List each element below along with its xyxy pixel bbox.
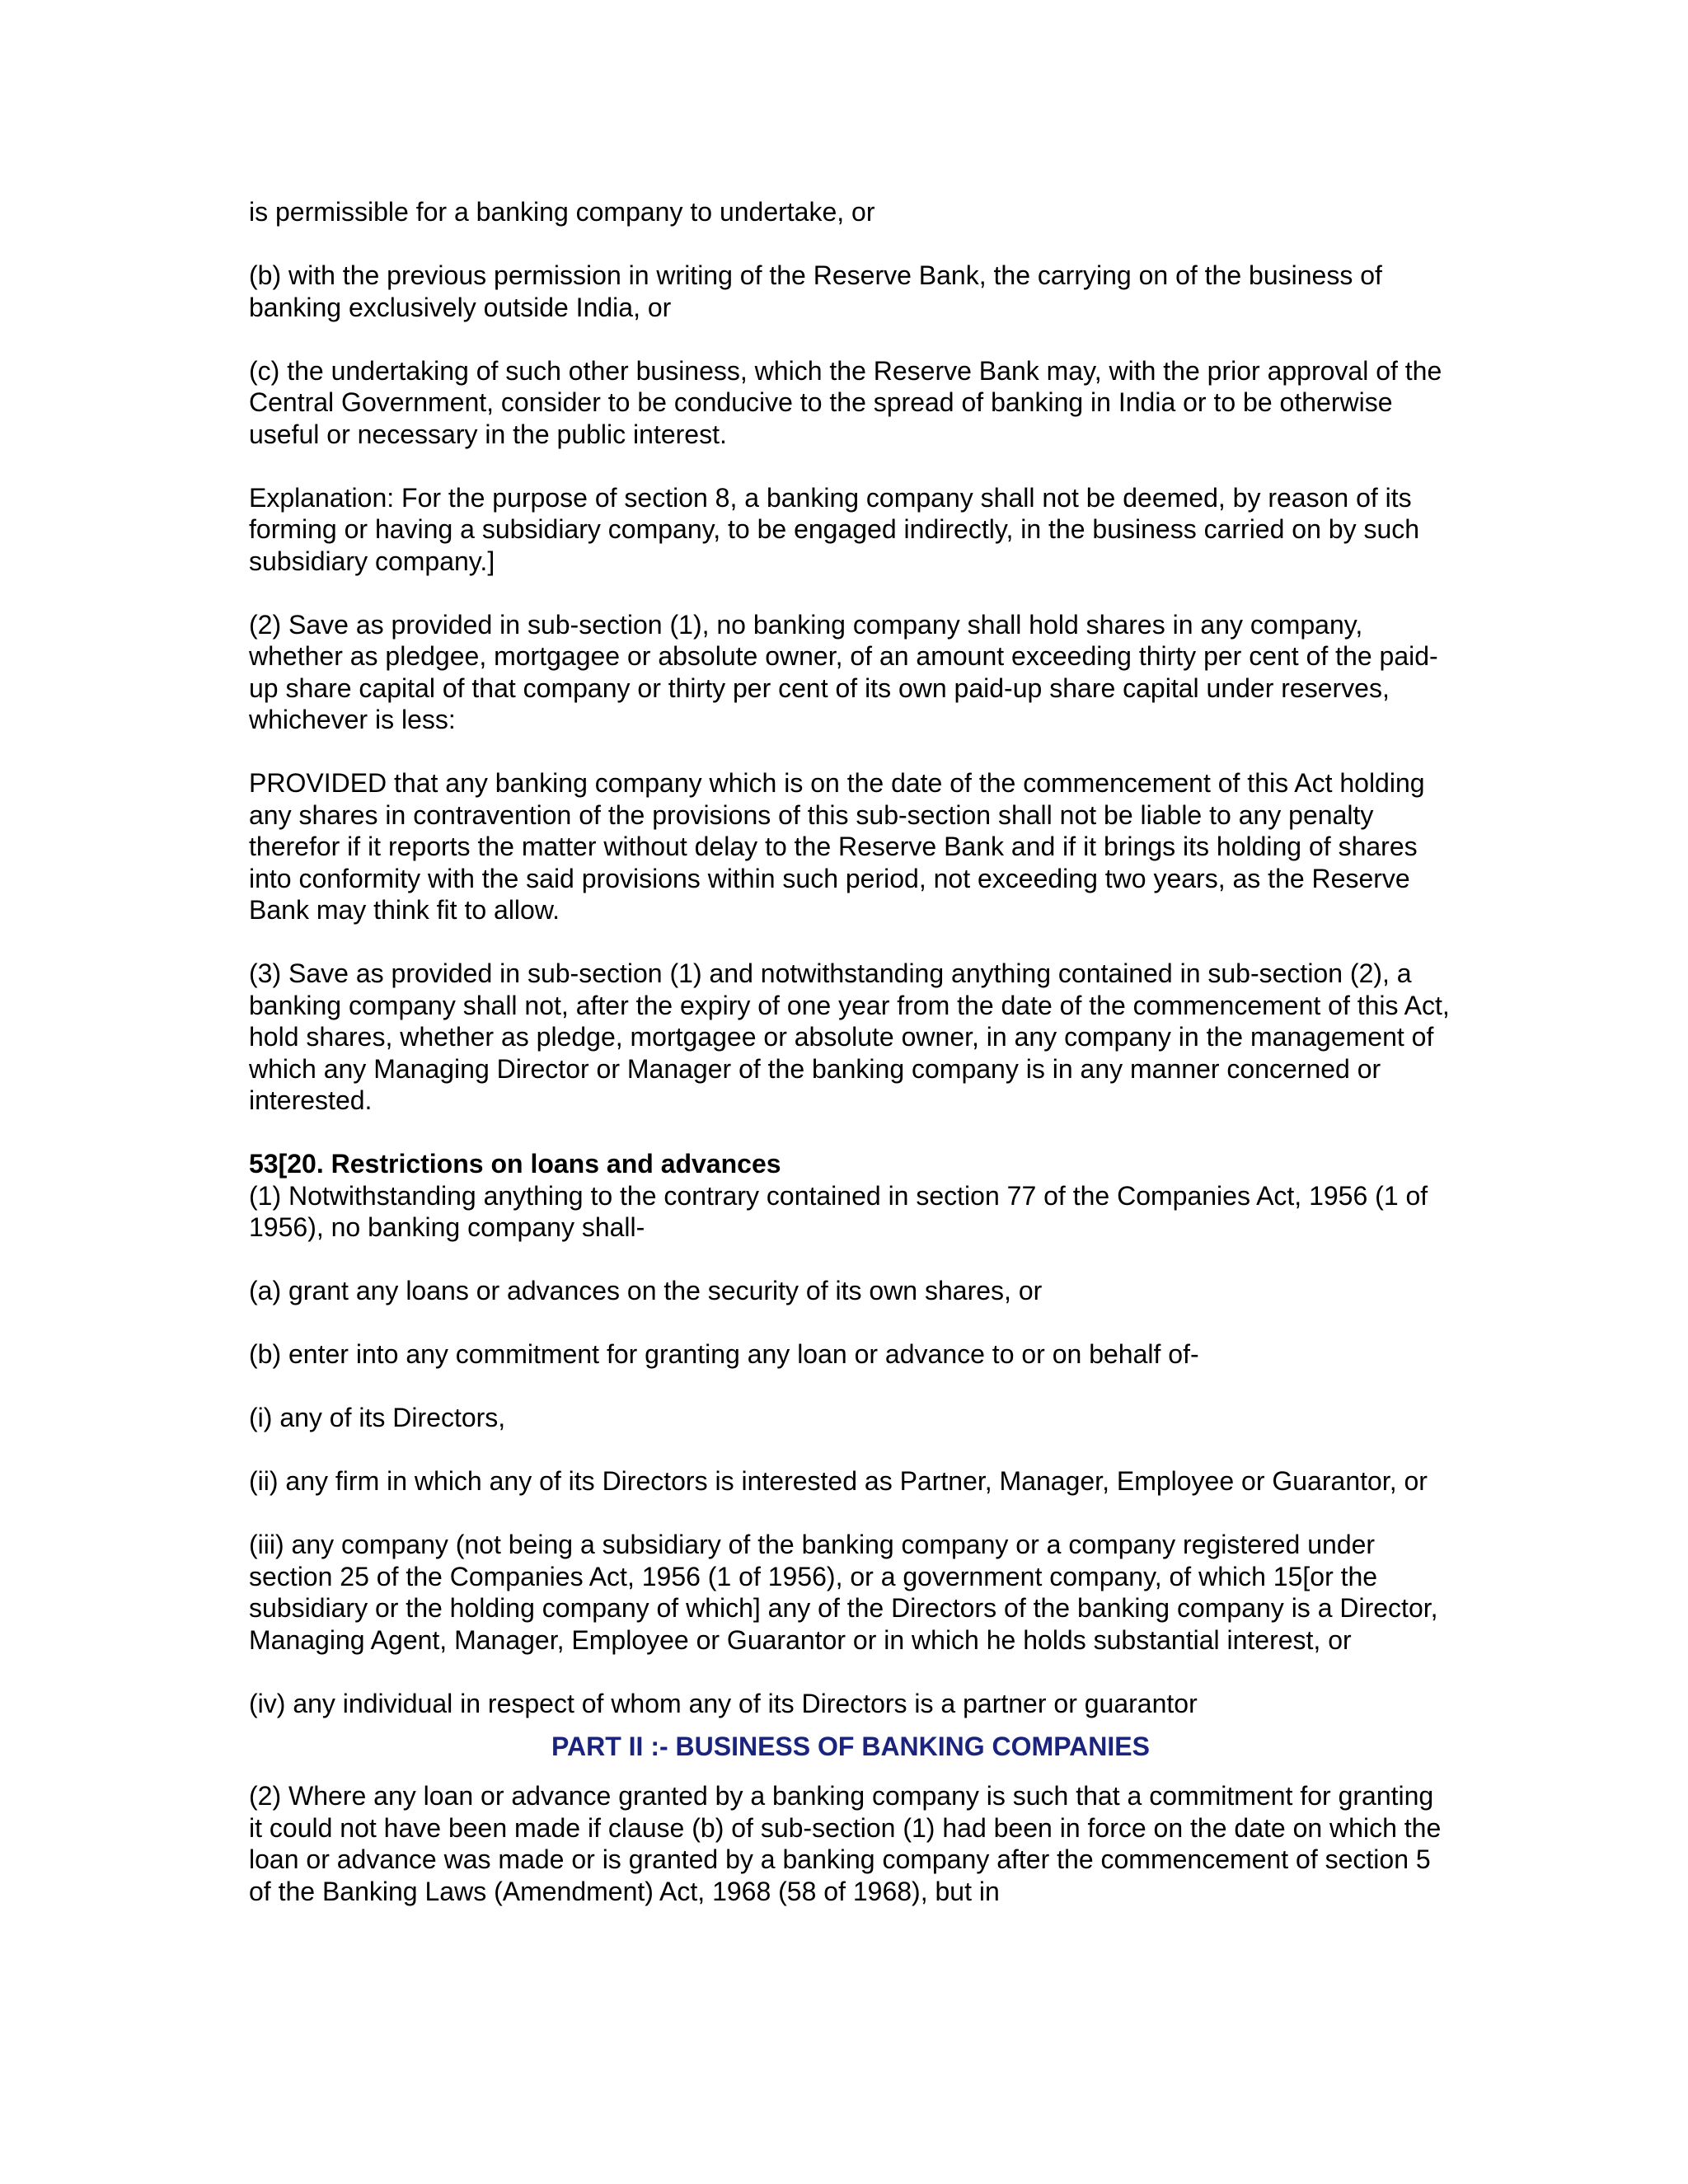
clause-b-paragraph: (b) with the previous permission in writing of the Reserve Bank, the carrying on of the business of banking exclusively outside India, or: [249, 260, 1382, 322]
section-20-subsection-2-paragraph: (2) Where any loan or advance granted by a banking company is such that a commitment for granting it could not have been made if clause (b) of sub-section (1) had been in force on the date on which the loan or advance was made or is granted by a banking company after the commencement of section 5 of the Banking Laws (Amendment) Act, 1968 (58 of 1968), but in: [249, 1781, 1442, 1906]
subsection-2-paragraph: (2) Save as provided in sub-section (1), no banking company shall hold shares in any company, whether as pledgee, mortgagee or absolute owner, of an amount exceeding thirty per cent of the paid-up share capital of that company or thirty per cent of its own paid-up share capital under reserves, whichever is less:: [249, 609, 1438, 734]
document-page: [249, 196, 1452, 1907]
subsection-3-paragraph: (3) Save as provided in sub-section (1) and notwithstanding anything contained in sub-section (2), a banking company shall not, after the expiry of one year from the date of the commencement of this Act, hold shares, whether as pledge, mortgagee or absolute owner, in any company in the management of which any Managing Director or Manager of the banking company is in any manner concerned or interested.: [249, 958, 1450, 1115]
section-heading: 53[20. Restrictions on loans and advances: [249, 1149, 781, 1179]
section-20-clause-b-paragraph: (b) enter into any commitment for granting any loan or advance to or on behalf of-: [249, 1339, 1199, 1369]
section-20-subsection-1-paragraph: (1) Notwithstanding anything to the contrary contained in section 77 of the Companies Act, 1956 (1 of 1956), no banking company shall-: [249, 1180, 1428, 1242]
section-20-item-iv-paragraph: (iv) any individual in respect of whom any of its Directors is a partner or guarantor: [249, 1688, 1198, 1718]
section-20-item-iii-paragraph: (iii) any company (not being a subsidiary of the banking company or a company registered under section 25 of the Companies Act, 1956 (1 of 1956), or a government company, of which 15[or the subsidiary or the holding company of which] any of the Directors of the banking company is a Director, Managing Agent, Manager, Employee or Guarantor or in which he holds substantial interest, or: [249, 1530, 1438, 1655]
section-20-item-i-paragraph: (i) any of its Directors,: [249, 1403, 506, 1432]
part-heading: PART II :- BUSINESS OF BANKING COMPANIES: [551, 1732, 1150, 1761]
clause-c-paragraph: (c) the undertaking of such other business, which the Reserve Bank may, with the prior approval of the Central Government, consider to be conducive to the spread of banking in India or to be otherwise useful or necessary in the public interest.: [249, 355, 1442, 449]
paragraph-continuation: is permissible for a banking company to undertake, or: [249, 197, 875, 227]
explanation-paragraph: Explanation: For the purpose of section 8, a banking company shall not be deemed, by reason of its forming or having a subsidiary company, to be engaged indirectly, in the business carried on by such subsidiary company.]: [249, 482, 1420, 576]
section-20-clause-a-paragraph: (a) grant any loans or advances on the security of its own shares, or: [249, 1276, 1043, 1305]
proviso-paragraph: PROVIDED that any banking company which is on the date of the commencement of this Act holding any shares in contravention of the provisions of this sub-section shall not be liable to any penalty therefor if it reports the matter without delay to the Reserve Bank and if it brings its holding of shares into conformity with the said provisions within such period, not exceeding two years, as the Reserve Bank may think fit to allow.: [249, 768, 1425, 925]
section-20-item-ii-paragraph: (ii) any firm in which any of its Directors is interested as Partner, Manager, Employee or Guarantor, or: [249, 1466, 1428, 1496]
